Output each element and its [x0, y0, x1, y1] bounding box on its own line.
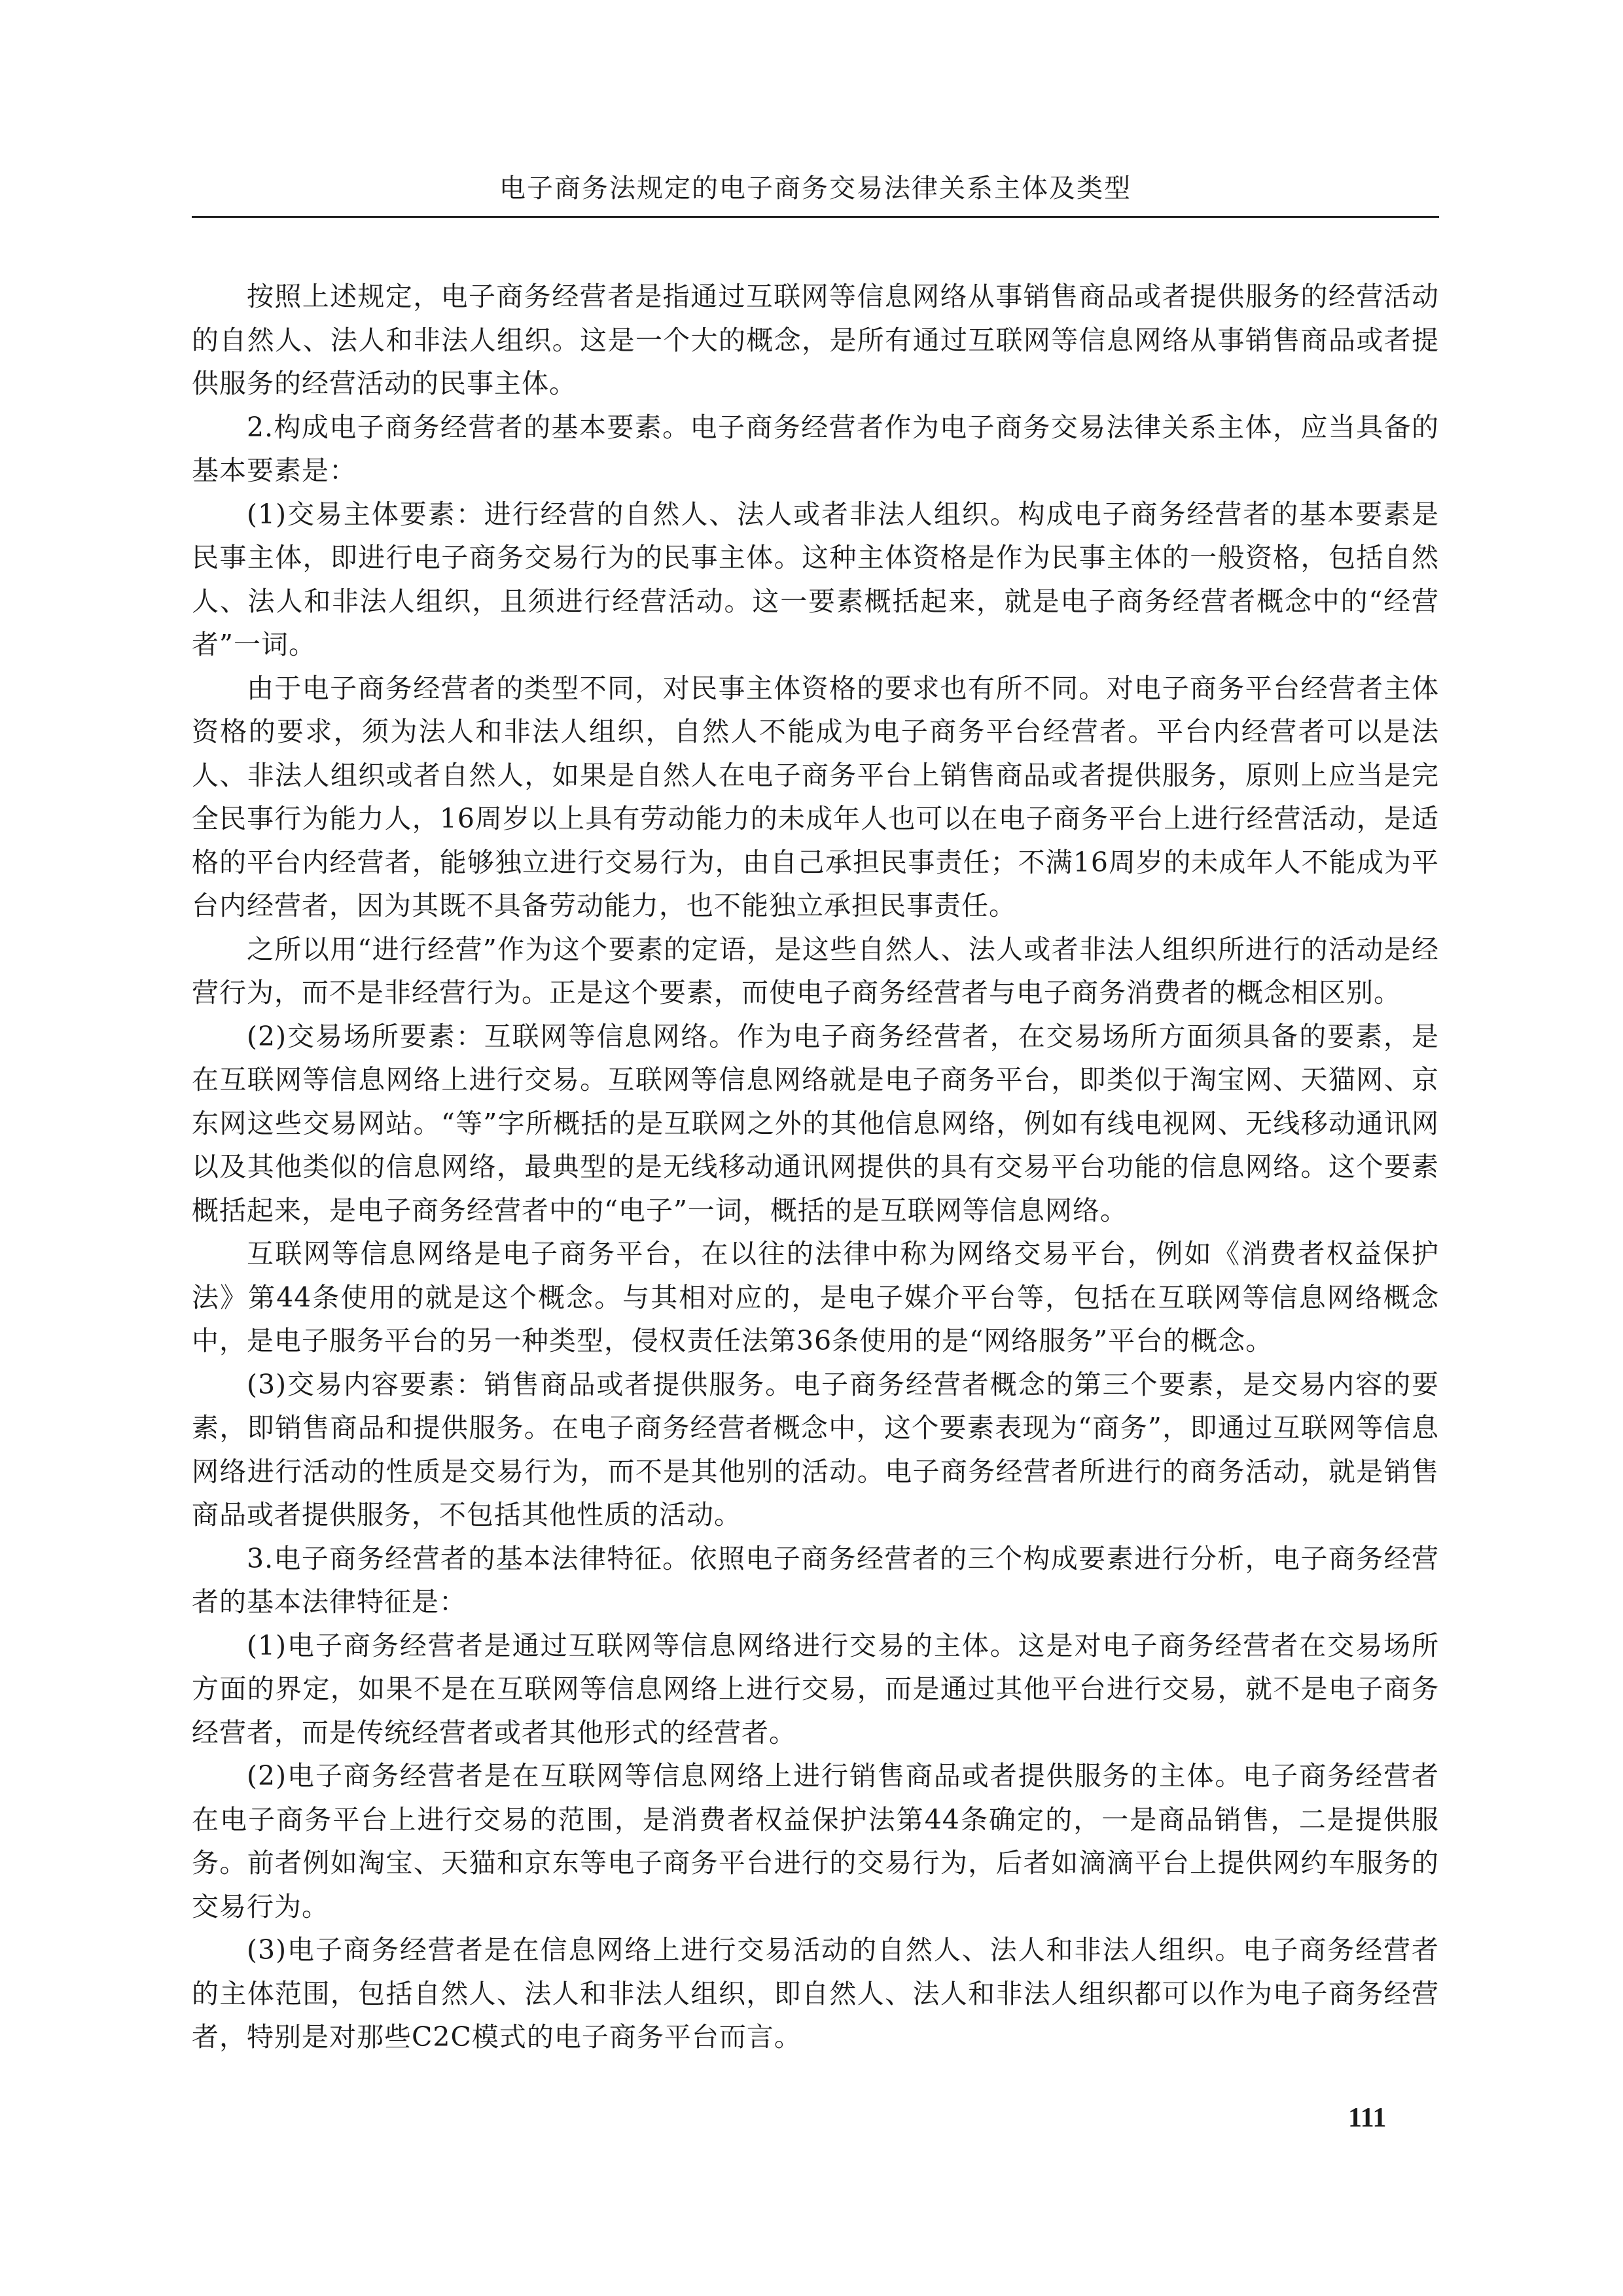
page-number: 111 [1348, 2103, 1387, 2133]
body-text [192, 275, 1439, 2059]
header-rule [192, 216, 1439, 218]
paragraph: (1)电子商务经营者是通过互联网等信息网络进行交易的主体。这是对电子商务经营者在交易场所方面的界定，如果不是在互联网等信息网络上进行交易，而是通过其他平台进行交易，就不是电子商务经营者，而是传统经营者或者其他形式的经营者。 [192, 1629, 1439, 1748]
paragraph: 按照上述规定，电子商务经营者是指通过互联网等信息网络从事销售商品或者提供服务的经营活动的自然人、法人和非法人组织。这是一个大的概念，是所有通过互联网等信息网络从事销售商品或者提供服务的经营活动的民事主体。 [192, 281, 1439, 399]
paragraph: (3)交易内容要素：销售商品或者提供服务。电子商务经营者概念的第三个要素，是交易内容的要素，即销售商品和提供服务。在电子商务经营者概念中，这个要素表现为“商务”，即通过互联网等信息网络进行活动的性质是交易行为，而不是其他别的活动。电子商务经营者所进行的商务活动，就是销售商品或者提供服务，不包括其他性质的活动。 [192, 1368, 1439, 1530]
paragraph: (2)交易场所要素：互联网等信息网络。作为电子商务经营者，在交易场所方面须具备的要素，是在互联网等信息网络上进行交易。互联网等信息网络就是电子商务平台，即类似于淘宝网、天猫网、京东网这些交易网站。“等”字所概括的是互联网之外的其他信息网络，例如有线电视网、无线移动通讯网以及其他类似的信息网络，最典型的是无线移动通讯网提供的具有交易平台功能的信息网络。这个要素概括起来，是电子商务经营者中的“电子”一词，概括的是互联网等信息网络。 [192, 1020, 1439, 1226]
paragraph: 之所以用“进行经营”作为这个要素的定语，是这些自然人、法人或者非法人组织所进行的活动是经营行为，而不是非经营行为。正是这个要素，而使电子商务经营者与电子商务消费者的概念相区别。 [192, 933, 1439, 1008]
paragraph: 2.构成电子商务经营者的基本要素。电子商务经营者作为电子商务交易法律关系主体，应当具备的基本要素是： [192, 411, 1439, 486]
paragraph: 3.电子商务经营者的基本法律特征。依照电子商务经营者的三个构成要素进行分析，电子商务经营者的基本法律特征是： [192, 1542, 1439, 1617]
paragraph: 互联网等信息网络是电子商务平台，在以往的法律中称为网络交易平台，例如《消费者权益保护法》第44条使用的就是这个概念。与其相对应的，是电子媒介平台等，包括在互联网等信息网络概念中，是电子服务平台的另一种类型，侵权责任法第36条使用的是“网络服务”平台的概念。 [192, 1238, 1439, 1356]
paragraph: (1)交易主体要素：进行经营的自然人、法人或者非法人组织。构成电子商务经营者的基本要素是民事主体，即进行电子商务交易行为的民事主体。这种主体资格是作为民事主体的一般资格，包括自然人、法人和非法人组织，且须进行经营活动。这一要素概括起来，就是电子商务经营者概念中的“经营者”一词。 [192, 498, 1439, 660]
paragraph: (3)电子商务经营者是在信息网络上进行交易活动的自然人、法人和非法人组织。电子商务经营者的主体范围，包括自然人、法人和非法人组织，即自然人、法人和非法人组织都可以作为电子商务经营者，特别是对那些C2C模式的电子商务平台而言。 [192, 1934, 1439, 2053]
running-header: 电子商务法规定的电子商务交易法律关系主体及类型 [499, 173, 1132, 203]
paragraph: (2)电子商务经营者是在互联网等信息网络上进行销售商品或者提供服务的主体。电子商务经营者在电子商务平台上进行交易的范围，是消费者权益保护法第44条确定的，一是商品销售，二是提供服务。前者例如淘宝、天猫和京东等电子商务平台进行的交易行为，后者如滴滴平台上提供网约车服务的交易行为。 [192, 1760, 1439, 1922]
paragraph: 由于电子商务经营者的类型不同，对民事主体资格的要求也有所不同。对电子商务平台经营者主体资格的要求，须为法人和非法人组织，自然人不能成为电子商务平台经营者。平台内经营者可以是法人、非法人组织或者自然人，如果是自然人在电子商务平台上销售商品或者提供服务，原则上应当是完全民事行为能力人，16周岁以上具有劳动能力的未成年人也可以在电子商务平台上进行经营活动，是适格的平台内经营者，能够独立进行交易行为，由自己承担民事责任；不满16周岁的未成年人不能成为平台内经营者，因为其既不具备劳动能力，也不能独立承担民事责任。 [192, 672, 1439, 921]
